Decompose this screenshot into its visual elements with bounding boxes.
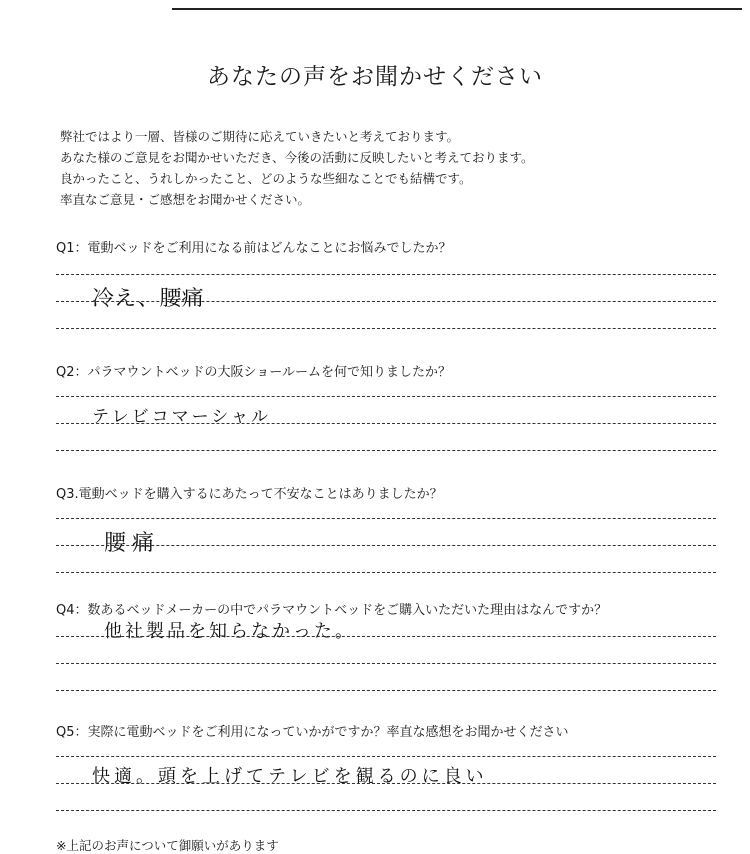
answer-line	[56, 450, 716, 451]
intro-text	[60, 126, 710, 210]
answer-line	[56, 690, 716, 691]
answer-3-handwriting: 腰痛	[104, 531, 161, 556]
answer-line	[56, 663, 716, 664]
answer-line	[56, 572, 716, 573]
answer-1-handwriting: 冷え、腰痛	[92, 286, 204, 310]
intro-line: 率直なご意見・ご感想をお聞かせください。	[60, 192, 311, 207]
answer-line	[56, 783, 716, 784]
top-rule	[172, 8, 742, 10]
question-4: Q4：数あるベッドメーカーの中でパラマウントベッドをご購入いただいた理由はなんですか？	[56, 603, 608, 618]
answer-line	[56, 518, 716, 519]
intro-line: 弊社ではより一層、皆様のご期待に応えていきたいと考えております。	[60, 129, 460, 144]
answer-line	[56, 328, 716, 329]
question-5: Q5：実際に電動ベッドをご利用になっていかがですか？率直な感想をお聞かせください	[56, 725, 569, 740]
page-title: あなたの声をお聞かせください	[207, 64, 543, 90]
answer-line	[56, 423, 716, 424]
answer-2-handwriting: テレビコマーシャル	[92, 407, 271, 427]
answer-line	[56, 396, 716, 397]
intro-line: あなた様のご意見をお聞かせいただき、今後の活動に反映したいと考えております。	[60, 150, 534, 165]
answer-line	[56, 756, 716, 757]
footer-note: ※上記のお声について御願いがあります	[56, 838, 279, 853]
answer-line	[56, 810, 716, 811]
answer-line	[56, 545, 716, 546]
question-1: Q1：電動ベッドをご利用になる前はどんなことにお悩みでしたか？	[56, 241, 452, 256]
question-2: Q2：パラマウントベッドの大阪ショールームを何で知りましたか？	[56, 365, 451, 380]
question-3: Q3.電動ベッドを購入するにあたって不安なことはありましたか？	[56, 487, 443, 502]
intro-line: 良かったこと、うれしかったこと、どのような些細なことでも結構です。	[60, 171, 472, 186]
answer-line	[56, 301, 716, 302]
answer-line	[56, 636, 716, 637]
answer-4-handwriting: 他社製品を知らなかった。	[104, 621, 356, 642]
answer-5-handwriting: 快適。頭を上げてテレビを観るのに良い	[92, 766, 488, 787]
answer-line	[56, 274, 716, 275]
